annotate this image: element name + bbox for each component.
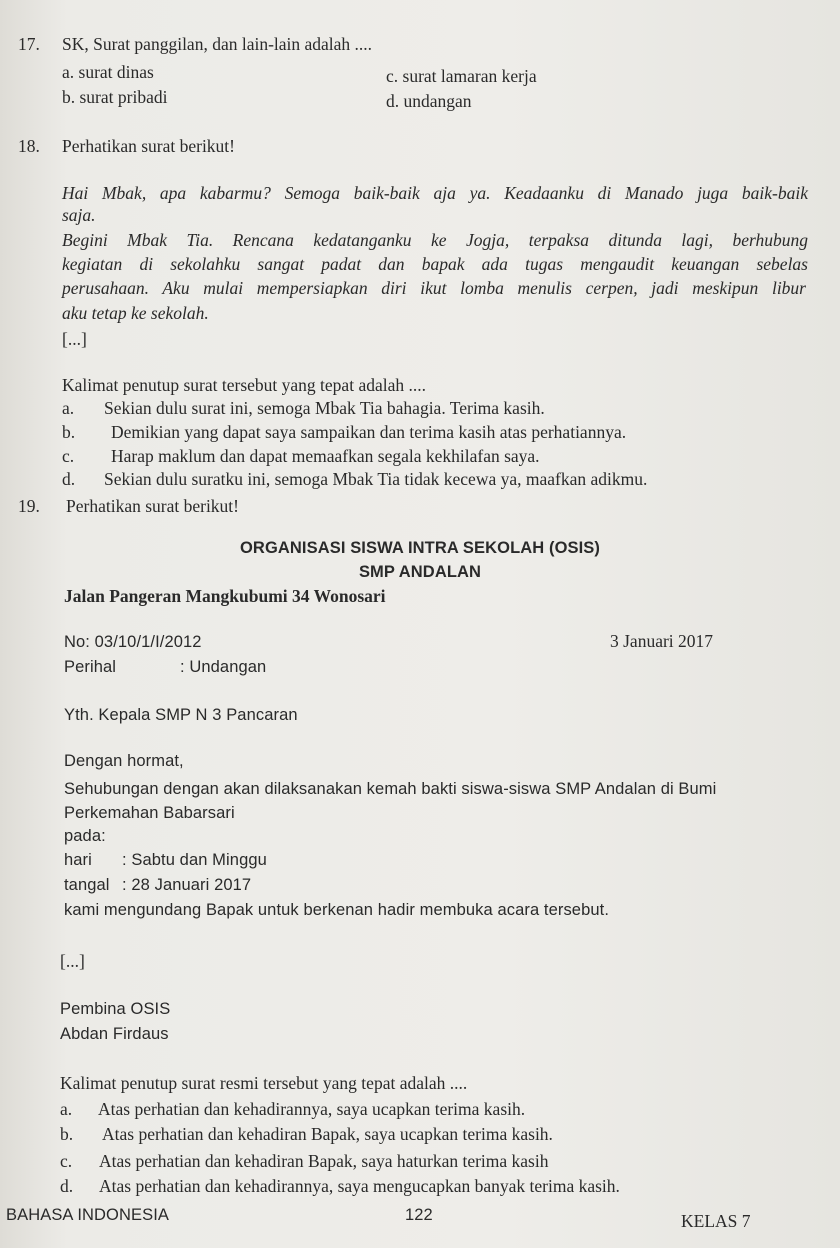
letterhead-address: Jalan Pangeran Mangkubumi 34 Wonosari (64, 586, 386, 606)
q19-option-a[interactable]: Atas perhatian dan kehadirannya, saya ucapkan terima kasih. (98, 1099, 526, 1119)
q18-option-c[interactable]: Harap maklum dan dapat memaafkan segala kekhilafan saya. (111, 446, 540, 466)
letter-subject-value: : Undangan (180, 658, 267, 676)
letter-date-value: : 28 Januari 2017 (122, 876, 252, 894)
q19-option-d[interactable]: Atas perhatian dan kehadirannya, saya mengucapkan banyak terima kasih. (99, 1176, 620, 1196)
q18-letter-line5: perusahaan. Aku mulai mempersiapkan diri ikut lomba menulis cerpen, jadi meskipun libur (62, 278, 806, 298)
letter-invitation: kami mengundang Bapak untuk berkenan hadir membuka acara tersebut. (64, 901, 610, 919)
q19-option-b[interactable]: Atas perhatian dan kehadiran Bapak, saya ucapkan terima kasih. (102, 1124, 553, 1144)
letter-body-line1: Sehubungan dengan akan dilaksanakan kemah bakti siswa-siswa SMP Andalan di Bumi (64, 780, 717, 798)
letter-day-label: hari (64, 851, 92, 869)
letter-signer-title: Pembina OSIS (60, 1000, 171, 1018)
q19-number: 19. (18, 496, 40, 516)
q18-option-a[interactable]: Sekian dulu surat ini, semoga Mbak Tia bahagia. Terima kasih. (104, 398, 545, 418)
letter-recipient: Yth. Kepala SMP N 3 Pancaran (64, 706, 298, 724)
letterhead-school: SMP ANDALAN (358, 563, 482, 581)
q19-prompt: Kalimat penutup surat resmi tersebut yang tepat adalah .... (60, 1073, 468, 1093)
q19-question: Perhatikan surat berikut! (66, 496, 240, 516)
q17-option-b[interactable]: b. surat pribadi (62, 87, 168, 107)
letter-date-label: tangal (64, 876, 110, 894)
letter-on-label: pada: (64, 827, 106, 845)
q19-option-d-letter: d. (60, 1176, 74, 1196)
q18-prompt: Kalimat penutup surat tersebut yang tepat adalah .... (62, 375, 426, 395)
letter-subject-label: Perihal (64, 658, 117, 676)
q18-question: Perhatikan surat berikut! (62, 136, 236, 156)
q18-option-c-letter: c. (62, 446, 75, 466)
q18-option-b-letter: b. (62, 422, 76, 442)
q18-number: 18. (18, 136, 40, 156)
q17-question: SK, Surat panggilan, dan lain-lain adalah .... (62, 34, 373, 54)
q18-letter-line3: Begini Mbak Tia. Rencana kedatanganku ke Jogja, terpaksa ditunda lagi, berhubung (62, 230, 808, 250)
q19-option-b-letter: b. (60, 1124, 74, 1144)
q18-option-b[interactable]: Demikian yang dapat saya sampaikan dan terima kasih atas perhatiannya. (111, 422, 627, 442)
letter-greeting: Dengan hormat, (64, 752, 184, 770)
q18-letter-line6: aku tetap ke sekolah. (62, 303, 209, 323)
q17-option-a[interactable]: a. surat dinas (62, 62, 154, 82)
q18-letter-line4: kegiatan di sekolahku sangat padat dan bapak ada tugas mengaudit keuangan sebelas (62, 254, 808, 274)
q19-option-c[interactable]: Atas perhatian dan kehadiran Bapak, saya haturkan terima kasih (99, 1151, 549, 1171)
letter-ellipsis: [...] (60, 951, 85, 971)
footer-subject: BAHASA INDONESIA (6, 1206, 169, 1224)
letter-date: 3 Januari 2017 (610, 631, 714, 651)
q18-option-d[interactable]: Sekian dulu suratku ini, semoga Mbak Tia tidak kecewa ya, maafkan adikmu. (104, 469, 648, 489)
letter-signer-name: Abdan Firdaus (60, 1025, 169, 1043)
footer-page-number: 122 (405, 1206, 433, 1224)
q18-letter-ellipsis: [...] (62, 329, 87, 349)
q18-option-a-letter: a. (62, 398, 75, 418)
q19-option-a-letter: a. (60, 1099, 73, 1119)
q17-option-c[interactable]: c. surat lamaran kerja (386, 66, 537, 86)
q18-letter-line2: saja. (62, 205, 96, 225)
letter-body-line2: Perkemahan Babarsari (64, 804, 235, 822)
letter-number: No: 03/10/1/I/2012 (64, 633, 202, 651)
q17-number: 17. (18, 34, 40, 54)
letterhead-organization: ORGANISASI SISWA INTRA SEKOLAH (OSIS) (240, 539, 600, 557)
letter-day-value: : Sabtu dan Minggu (122, 851, 267, 869)
q18-letter-line1: Hai Mbak, apa kabarmu? Semoga baik-baik aja ya. Keadaanku di Manado juga baik-baik (62, 183, 808, 203)
q17-option-d[interactable]: d. undangan (386, 91, 472, 111)
footer-grade: KELAS 7 (681, 1211, 751, 1231)
q18-option-d-letter: d. (62, 469, 76, 489)
q19-option-c-letter: c. (60, 1151, 73, 1171)
